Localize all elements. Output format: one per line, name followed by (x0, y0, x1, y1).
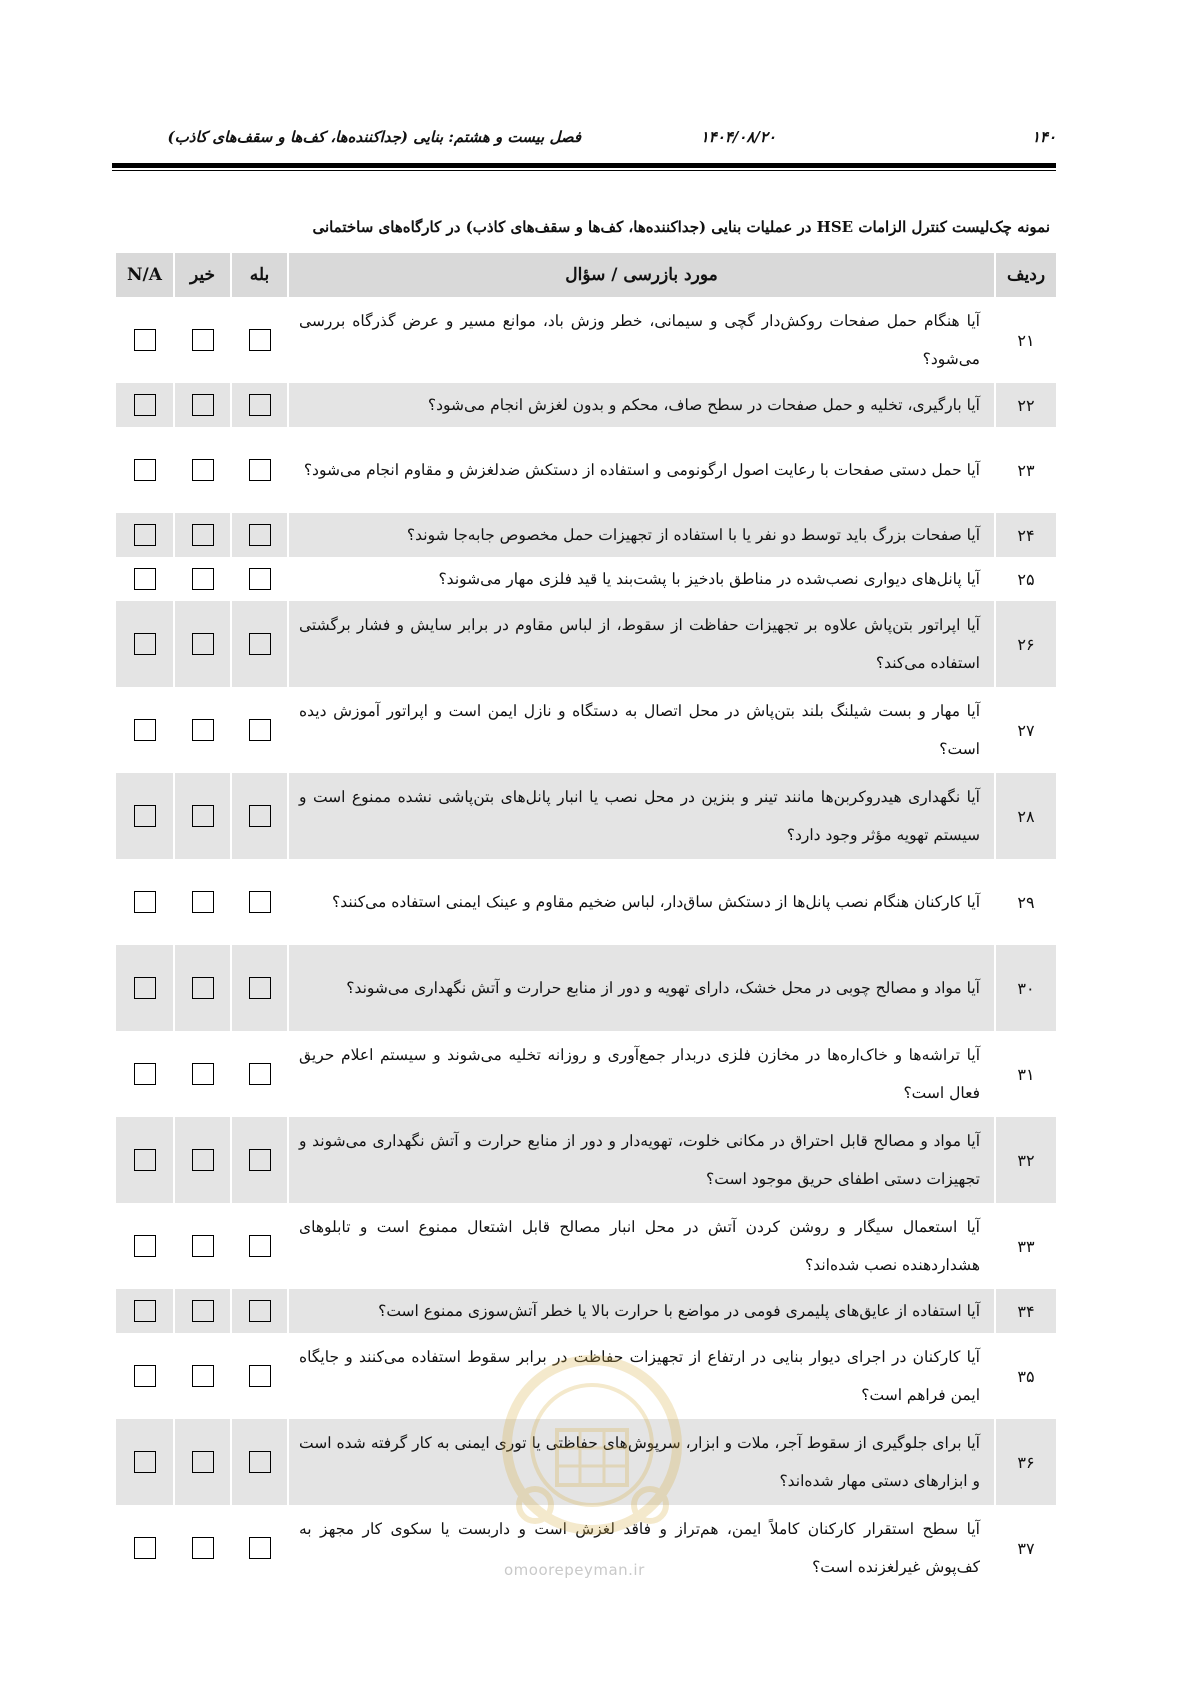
checkbox-no[interactable] (192, 891, 214, 913)
inspection-question: آیا کارکنان در اجرای دیوار بنایی در ارتفاع از تجهیزات حفاظت در برابر سقوط استفاده می‌کنند و جایگاه ایمن فراهم است؟ (288, 1333, 995, 1419)
cell-no (174, 427, 231, 513)
row-number: ۲۲ (995, 383, 1057, 427)
cell-na (115, 557, 174, 601)
cell-na (115, 945, 174, 1031)
inspection-question: آیا استفاده از عایق‌های پلیمری فومی در مواضع با حرارت بالا یا خطر آتش‌سوزی ممنوع است؟ (288, 1289, 995, 1333)
inspection-question: آیا مواد و مصالح چوبی در محل خشک، دارای تهویه و دور از منابع حرارت و آتش نگهداری می‌شوند؟ (288, 945, 995, 1031)
checkbox-no[interactable] (192, 524, 214, 546)
checkbox-na[interactable] (134, 891, 156, 913)
inspection-question: آیا پانل‌های دیواری نصب‌شده در مناطق بادخیز با پشت‌بند یا قید فلزی مهار می‌شوند؟ (288, 557, 995, 601)
table-body (115, 297, 1057, 1591)
page-number: ۱۴۰ (1031, 128, 1056, 146)
row-number: ۲۶ (995, 601, 1057, 687)
cell-na (115, 859, 174, 945)
cell-no (174, 773, 231, 859)
cell-no (174, 383, 231, 427)
cell-no (174, 1419, 231, 1505)
cell-yes (231, 383, 288, 427)
cell-no (174, 1117, 231, 1203)
cell-no (174, 859, 231, 945)
cell-no (174, 1289, 231, 1333)
checkbox-na[interactable] (134, 1537, 156, 1559)
checkbox-yes[interactable] (249, 1235, 271, 1257)
cell-yes (231, 773, 288, 859)
checkbox-no[interactable] (192, 568, 214, 590)
checkbox-na[interactable] (134, 1063, 156, 1085)
table-row (115, 601, 1057, 687)
cell-yes (231, 427, 288, 513)
cell-na (115, 1203, 174, 1289)
checkbox-na[interactable] (134, 329, 156, 351)
table-row (115, 859, 1057, 945)
cell-yes (231, 945, 288, 1031)
checkbox-yes[interactable] (249, 977, 271, 999)
checkbox-na[interactable] (134, 459, 156, 481)
inspection-question: آیا تراشه‌ها و خاک‌اره‌ها در مخازن فلزی دربدار جمع‌آوری و روزانه تخلیه می‌شوند و سیستم اعلام حریق فعال است؟ (288, 1031, 995, 1117)
header-date: ۱۴۰۴/۰۸/۲۰ (700, 128, 776, 146)
checkbox-yes[interactable] (249, 805, 271, 827)
header-no: خیر (174, 253, 231, 297)
checkbox-yes[interactable] (249, 1451, 271, 1473)
cell-na (115, 383, 174, 427)
table-row (115, 557, 1057, 601)
checkbox-na[interactable] (134, 1235, 156, 1257)
cell-na (115, 297, 174, 383)
row-number: ۲۱ (995, 297, 1057, 383)
checkbox-yes[interactable] (249, 719, 271, 741)
cell-na (115, 1031, 174, 1117)
header-na: N/A (115, 253, 174, 297)
inspection-question: آیا صفحات بزرگ باید توسط دو نفر یا با استفاده از تجهیزات حمل مخصوص جابه‌جا شوند؟ (288, 513, 995, 557)
header-inspection-item: مورد بازرسی / سؤال (288, 253, 995, 297)
checkbox-no[interactable] (192, 1365, 214, 1387)
checkbox-no[interactable] (192, 1235, 214, 1257)
table-row (115, 1117, 1057, 1203)
checkbox-na[interactable] (134, 394, 156, 416)
inspection-question: آیا مهار و بست شیلنگ بلند بتن‌پاش در محل اتصال به دستگاه و نازل ایمن است و اپراتور آموزش دیده است؟ (288, 687, 995, 773)
page-header (112, 128, 1056, 162)
checkbox-no[interactable] (192, 1063, 214, 1085)
cell-yes (231, 513, 288, 557)
header-row-number: ردیف (995, 253, 1057, 297)
inspection-question: آیا نگهداری هیدروکربن‌ها مانند تینر و بنزین در محل نصب یا انبار پانل‌های بتن‌پاشی نشده ممنوع است و سیستم تهویه مؤثر وجود دارد؟ (288, 773, 995, 859)
row-number: ۳۰ (995, 945, 1057, 1031)
checkbox-no[interactable] (192, 805, 214, 827)
cell-yes (231, 1505, 288, 1591)
checkbox-no[interactable] (192, 1537, 214, 1559)
cell-yes (231, 687, 288, 773)
cell-no (174, 513, 231, 557)
row-number: ۳۵ (995, 1333, 1057, 1419)
table-row (115, 945, 1057, 1031)
checkbox-yes[interactable] (249, 1063, 271, 1085)
cell-na (115, 1117, 174, 1203)
checkbox-no[interactable] (192, 977, 214, 999)
watermark-text: omoorepeyman.ir (504, 1561, 645, 1579)
checkbox-no[interactable] (192, 1149, 214, 1171)
checkbox-na[interactable] (134, 524, 156, 546)
checkbox-no[interactable] (192, 394, 214, 416)
checkbox-na[interactable] (134, 805, 156, 827)
cell-no (174, 297, 231, 383)
cell-na (115, 427, 174, 513)
checkbox-na[interactable] (134, 568, 156, 590)
inspection-question: آیا هنگام حمل صفحات روکش‌دار گچی و سیمانی، خطر وزش باد، موانع مسیر و عرض گذرگاه بررسی می‌شود؟ (288, 297, 995, 383)
checkbox-yes[interactable] (249, 329, 271, 351)
checkbox-na[interactable] (134, 1300, 156, 1322)
cell-yes (231, 1117, 288, 1203)
table-row (115, 773, 1057, 859)
cell-na (115, 773, 174, 859)
cell-no (174, 1505, 231, 1591)
cell-na (115, 513, 174, 557)
checkbox-yes[interactable] (249, 633, 271, 655)
chapter-title: فصل بیست و هشتم: بنایی (جداکننده‌ها، کف‌ها و سقف‌های کاذب) (167, 128, 581, 146)
checkbox-yes[interactable] (249, 1537, 271, 1559)
inspection-question: آیا بارگیری، تخلیه و حمل صفحات در سطح صاف، محکم و بدون لغزش انجام می‌شود؟ (288, 383, 995, 427)
hse-checklist-table (114, 253, 1058, 1591)
cell-na (115, 687, 174, 773)
row-number: ۲۴ (995, 513, 1057, 557)
cell-na (115, 601, 174, 687)
table-row (115, 1289, 1057, 1333)
table-caption: نمونه چک‌لیست کنترل الزامات HSE در عملیات بنایی (جداکننده‌ها، کف‌ها و سقف‌های کاذب) در کارگاه‌های ساختمانی (312, 218, 1050, 236)
cell-na (115, 1419, 174, 1505)
inspection-question: آیا برای جلوگیری از سقوط آجر، ملات و ابزار، سرپوش‌های حفاظتی یا توری ایمنی به کار گرفته شده است و ابزارهای دستی مهار شده‌اند؟ (288, 1419, 995, 1505)
checkbox-yes[interactable] (249, 1149, 271, 1171)
checkbox-na[interactable] (134, 1451, 156, 1473)
row-number: ۳۶ (995, 1419, 1057, 1505)
row-number: ۳۱ (995, 1031, 1057, 1117)
cell-yes (231, 557, 288, 601)
row-number: ۲۸ (995, 773, 1057, 859)
header-rule-thin (112, 170, 1056, 171)
cell-yes (231, 1031, 288, 1117)
table-row (115, 687, 1057, 773)
cell-no (174, 1031, 231, 1117)
row-number: ۲۹ (995, 859, 1057, 945)
checkbox-yes[interactable] (249, 1300, 271, 1322)
checkbox-yes[interactable] (249, 459, 271, 481)
checkbox-no[interactable] (192, 633, 214, 655)
cell-no (174, 1333, 231, 1419)
table-row (115, 427, 1057, 513)
checkbox-yes[interactable] (249, 568, 271, 590)
cell-yes (231, 859, 288, 945)
checkbox-na[interactable] (134, 977, 156, 999)
cell-no (174, 1203, 231, 1289)
cell-yes (231, 601, 288, 687)
cell-no (174, 557, 231, 601)
row-number: ۳۲ (995, 1117, 1057, 1203)
table-row (115, 1419, 1057, 1505)
table-row (115, 1031, 1057, 1117)
checkbox-yes[interactable] (249, 394, 271, 416)
cell-yes (231, 1289, 288, 1333)
checkbox-no[interactable] (192, 719, 214, 741)
checkbox-na[interactable] (134, 719, 156, 741)
cell-yes (231, 1419, 288, 1505)
checkbox-yes[interactable] (249, 524, 271, 546)
checkbox-na[interactable] (134, 1149, 156, 1171)
table-row (115, 1203, 1057, 1289)
inspection-question: آیا استعمال سیگار و روشن کردن آتش در محل انبار مصالح قابل اشتعال ممنوع است و تابلوهای هشداردهنده نصب شده‌اند؟ (288, 1203, 995, 1289)
table-row (115, 1333, 1057, 1419)
row-number: ۲۷ (995, 687, 1057, 773)
row-number: ۳۷ (995, 1505, 1057, 1591)
cell-na (115, 1289, 174, 1333)
cell-no (174, 687, 231, 773)
inspection-question: آیا حمل دستی صفحات با رعایت اصول ارگونومی و استفاده از دستکش ضدلغزش و مقاوم انجام می‌شود؟ (288, 427, 995, 513)
checkbox-no[interactable] (192, 329, 214, 351)
cell-no (174, 945, 231, 1031)
cell-yes (231, 1333, 288, 1419)
table-row (115, 383, 1057, 427)
checkbox-na[interactable] (134, 633, 156, 655)
row-number: ۳۴ (995, 1289, 1057, 1333)
checkbox-no[interactable] (192, 459, 214, 481)
cell-yes (231, 1203, 288, 1289)
header-yes: بله (231, 253, 288, 297)
row-number: ۲۵ (995, 557, 1057, 601)
row-number: ۲۳ (995, 427, 1057, 513)
header-rule-thick (112, 163, 1056, 168)
cell-yes (231, 297, 288, 383)
inspection-question: آیا سطح استقرار کارکنان کاملاً ایمن، هم‌تراز و فاقد لغزش است و داربست یا سکوی کار مجهز به کف‌پوش غیرلغزنده است؟ (288, 1505, 995, 1591)
checkbox-no[interactable] (192, 1451, 214, 1473)
checkbox-no[interactable] (192, 1300, 214, 1322)
cell-no (174, 601, 231, 687)
table-row (115, 513, 1057, 557)
checkbox-yes[interactable] (249, 1365, 271, 1387)
inspection-question: آیا کارکنان هنگام نصب پانل‌ها از دستکش ساق‌دار، لباس ضخیم مقاوم و عینک ایمنی استفاده می‌کنند؟ (288, 859, 995, 945)
inspection-question: آیا مواد و مصالح قابل احتراق در مکانی خلوت، تهویه‌دار و دور از منابع حرارت و آتش نگهداری می‌شوند و تجهیزات دستی اطفای حریق موجود است؟ (288, 1117, 995, 1203)
cell-na (115, 1505, 174, 1591)
table-row (115, 297, 1057, 383)
inspection-question: آیا اپراتور بتن‌پاش علاوه بر تجهیزات حفاظت از سقوط، از لباس مقاوم در برابر سایش و فشار برگشتی استفاده می‌کند؟ (288, 601, 995, 687)
table-header-row (115, 253, 1057, 297)
checkbox-yes[interactable] (249, 891, 271, 913)
cell-na (115, 1333, 174, 1419)
checkbox-na[interactable] (134, 1365, 156, 1387)
row-number: ۳۳ (995, 1203, 1057, 1289)
